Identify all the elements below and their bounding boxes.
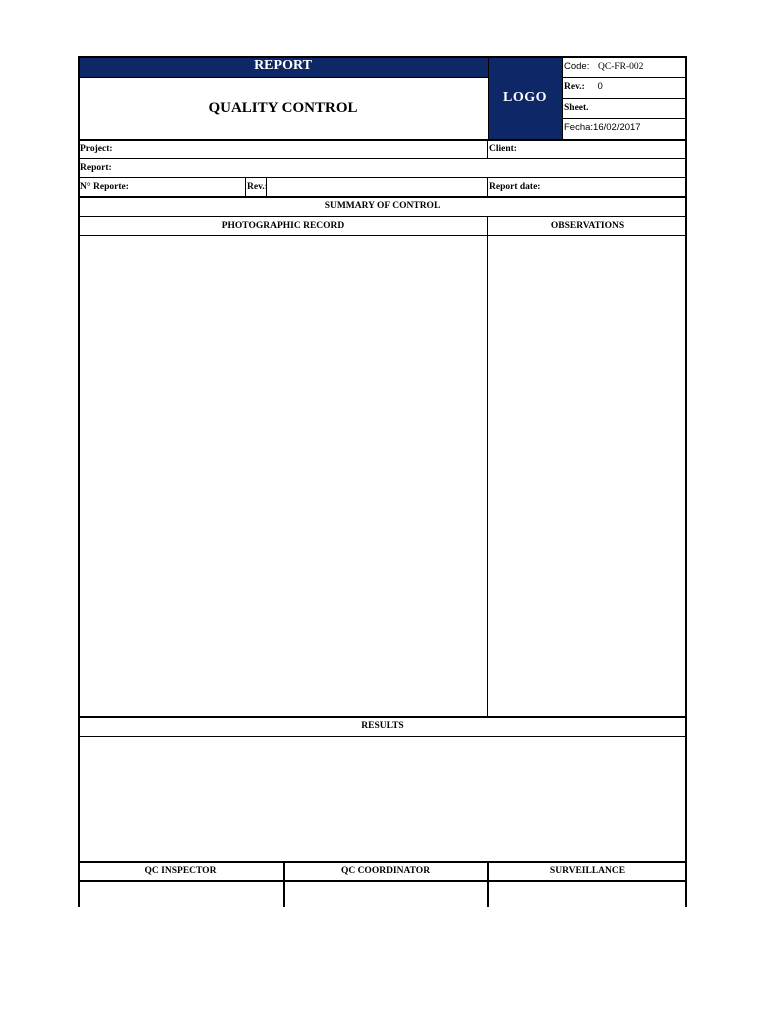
sheet-label: Sheet. (564, 103, 589, 113)
sheet-cell (564, 98, 684, 118)
results-area (80, 737, 685, 860)
logo-block (488, 56, 562, 139)
page-title: QUALITY CONTROL (208, 100, 358, 116)
observations-heading: OBSERVATIONS (550, 221, 625, 231)
code-label: Code: (564, 61, 590, 72)
photographic-record-area (80, 237, 486, 716)
report-date-field (489, 178, 540, 196)
divider (78, 177, 687, 178)
code-cell (564, 57, 684, 77)
border-top (78, 56, 687, 58)
surveillance-heading: SURVEILLANCE (549, 866, 626, 876)
divider (487, 216, 488, 716)
divider (562, 118, 687, 119)
report-date-label: Report date: (489, 182, 541, 192)
logo-text: LOGO (502, 90, 547, 105)
divider (78, 139, 687, 141)
divider (562, 98, 687, 99)
divider (245, 177, 246, 196)
divider (487, 139, 488, 158)
divider (487, 861, 489, 907)
fecha-value: 16/02/2017 (593, 122, 641, 133)
qc-coordinator-heading: QC COORDINATOR (340, 866, 431, 876)
report-label: REPORT (254, 58, 312, 73)
rev-label: Rev.: (564, 82, 585, 92)
client-field (489, 140, 517, 158)
results-heading: RESULTS (361, 721, 404, 731)
code-value: QC-FR-002 (598, 62, 644, 72)
client-label: Client: (489, 144, 517, 154)
field-rev-label: Rev.: (247, 182, 268, 192)
divider (283, 861, 285, 907)
qc-coordinator-signature-area (285, 882, 486, 907)
report-number-label: N° Reporte: (80, 182, 129, 192)
project-field (80, 140, 113, 158)
report-number-field (80, 178, 129, 196)
rev-value: 0 (597, 81, 603, 92)
divider (488, 56, 489, 139)
divider (487, 177, 488, 196)
field-rev (247, 178, 268, 196)
report-field (80, 159, 112, 177)
divider (266, 177, 267, 196)
photographic-record-heading: PHOTOGRAPHIC RECORD (221, 221, 345, 231)
divider (78, 861, 687, 863)
fecha-cell (564, 118, 684, 138)
divider (78, 196, 687, 198)
rev-cell (564, 77, 684, 97)
border-right (685, 56, 687, 907)
project-label: Project: (80, 144, 113, 154)
quality-control-form (78, 56, 687, 907)
qc-inspector-signature-area (80, 882, 281, 907)
observations-area (490, 237, 685, 716)
divider (78, 736, 687, 737)
divider (78, 235, 687, 236)
report-banner (78, 56, 488, 77)
fecha-label: Fecha: (564, 122, 594, 133)
report-field-label: Report: (80, 163, 112, 173)
summary-heading: SUMMARY OF CONTROL (324, 201, 441, 211)
surveillance-signature-area (490, 882, 685, 907)
border-left (78, 56, 80, 907)
divider (562, 77, 687, 78)
divider (78, 158, 687, 159)
divider (78, 216, 687, 217)
divider (78, 880, 687, 882)
divider (78, 77, 488, 78)
divider (78, 716, 687, 718)
qc-inspector-heading: QC INSPECTOR (144, 866, 217, 876)
